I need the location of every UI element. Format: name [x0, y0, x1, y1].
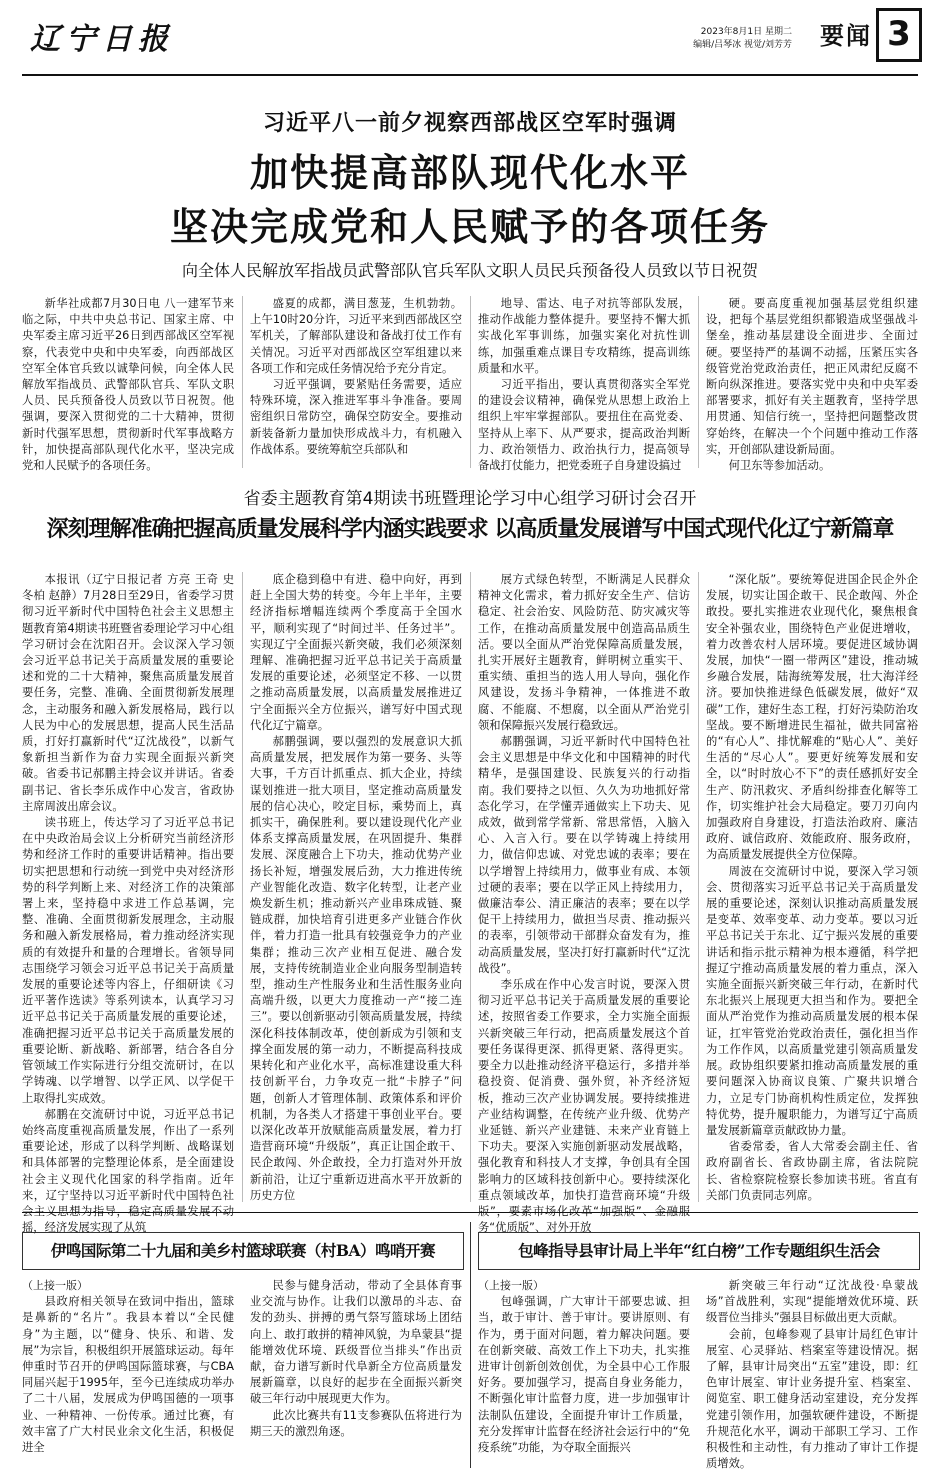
column-divider: [470, 296, 471, 468]
second-paragraph: 郝鹏强调，要以强烈的发展意识大抓高质量发展，把发展作为第一要务、头等大事，千方百计抓重点、抓大企业，持续谋划推进一批大项目，坚定推动高质量发展的信心决心，咬定目标，乘势而上，真抓实干，确保胜利。要以建设现代化产业体系支撑高质量发展，在巩固提升、集群发展、深度融合上下功夫，推动优势产业扬长补短，增强发展后劲，大力推进传统产业智能化改造、数字化转型，让老产业焕发新生机；推动新兴产业串珠成链、聚链成群，加快培育引进更多产业链合作伙伴，着力打造一批具有较强竞争力的产业集群；推动三次产业相互促进、融合发展，支持传统制造业企业向服务型制造转型，推动生产性服务业和生活性服务业向高端升级，以更大力度推动一产“接二连三”。要以创新驱动引领高质量发展，持续深化科技体制改革，使创新成为引领和支撑全面发展的第一动力，不断提高科技成果转化和产业化水平，高标准建设重大科技创新平台，力争攻克一批“卡脖子”问题，创新人才管理体制、政策体系和评价机制，为各类人才搭建干事创业平台。要以深化改革开放赋能高质量发展，着力打造营商环境“升级版”，真正让国企敢干、民企敢闯、外企敢投，全力打造对外开放新前沿，让辽宁重新迈进高水平开放新的历史方位: [250, 735, 462, 1202]
issue-date: 2023年8月1日 星期二: [700, 27, 792, 37]
lead-paragraph: 硬。要高度重视加强基层党组织建设，把每个基层党组织都锻造成坚强战斗堡垒，推动基层建设全面进步、全面过硬。要坚持严的基调不动摇，压紧压实各级管党治党政治责任，把正风肃纪反腐不断向纵深推进。要落实党中央和中央军委部署要求，抓好有关主题教育，坚持学思用贯通、知信行统一，坚持把问题整改贯穿始终，在解决一个个问题中推动工作落实，开创部队建设新局面。: [706, 297, 918, 456]
column-divider: [698, 296, 699, 468]
lead-headline-2: 坚决完成党和人民赋予的各项任务: [169, 205, 770, 249]
bottom-left-column-2: [250, 1278, 462, 1468]
section-title: 要闻: [820, 22, 872, 50]
bottom-left-paragraph: 民参与健身活动，带动了全县体育事业交流与协作。让我们以激昂的斗志、奋发的劲头、拼搏的勇气祭写篮球场上团结向上、敢打敢拼的精神风貌，为阜蒙县“提能增效优环境、跃级晋位当排头”作出贡献，奋力谱写新时代阜新全方位高质量发展新篇章，以良好的起步在全面振兴新突破三年行动中展现更大作为。: [250, 1279, 462, 1406]
bottom-right-paragraph: 会前，包峰参观了县审计局红色审计展室、心灵驿站、档案室等建设情况。据了解，县审计局突出“五室”建设，即：红色审计展室、审计业务提升室、档案室、阅览室、职工健身活动室建设，充分发挥党建引领作用，加强软硬件建设，不断提升规范化水平，调动干部职工学习、工作积极性和主动性，有力推动了审计工作提质增效。: [706, 1327, 918, 1471]
column-divider: [470, 572, 471, 1202]
second-paragraph: 郝鹏在交流研讨中说，习近平总书记始终高度重视高质量发展，作出了一系列重要论述，形成了以科学判断、战略谋划和具体部署的完整理论体系，是全面建设社会主义现代化国家的科学指南。近年来，辽宁坚持以习近平新时代中国特色社会主义思想为指导，稳定高质量发展不动摇，经济发展实现了从筑: [22, 1107, 234, 1235]
lead-paragraph: 地导、雷达、电子对抗等部队发展，推动作战能力整体提升。要坚持不懈大抓实战化军事训练，加强实案化对抗性训练，加强重难点课目专攻精练，提高训练质量和水平。: [478, 297, 690, 375]
lead-subhead: 向全体人民解放军指战员武警部队官兵军队文职人员民兵预备役人员致以节日祝贺: [181, 261, 758, 280]
second-column-2: [250, 572, 462, 1204]
second-column-4: [706, 572, 918, 1204]
lead-column-2: [250, 296, 462, 470]
second-column-3: [478, 572, 690, 1235]
second-headline: 深刻理解准确把握高质量发展科学内涵实践要求 以高质量发展谱写中国式现代化辽宁新篇章: [46, 516, 894, 542]
lead-paragraph: 新华社成都7月30日电 八一建军节来临之际，中共中央总书记、国家主席、中央军委主席习近平26日到西部战区空军视察，代表党中央和中央军委，向西部战区空军全体官兵致以诚挚问候，向全体人民解放军指战员、武警部队官兵、军队文职人员、民兵预备役人员致以节日祝贺。他强调，要深入贯彻党的二十大精神，贯彻新时代强军思想，贯彻新时代军事战略方针，加快提高部队现代化水平，坚决完成党和人民赋予的各项任务。: [22, 297, 234, 473]
issue-date-line: [693, 26, 792, 52]
bottom-left-paragraph: 县政府相关领导在致词中指出，篮球是鼻新的“名片”。我县本着以“全民健身”为主题，以“健身、快乐、和谐、发展”为宗旨，积极组织开展篮球运动。每年伸重时节召开的伊鸣国际篮球赛，与CBA同届兴起于1995年，至今已连续成功举办了二十八届，发展成为伊鸣国德的一项事业、一种精神、一份传承。通过比赛，有效丰富了广大村民业余文化生活，积极促进全: [22, 1295, 234, 1455]
page-number: 3: [876, 8, 922, 62]
continued-from-page-1: （上接一版）: [22, 1279, 88, 1292]
lead-column-1: [22, 296, 234, 473]
lead-paragraph: 习近平指出，要认真贯彻落实全军党的建设会议精神，确保党从思想上政治上组织上牢牢掌握部队。要扭住在高党委、坚持从上率下、从严要求，提高政治判断力、政治领悟力、政治执行力，提高领导备战打仗能力，把党委班子自身建设搞过: [478, 378, 690, 473]
column-divider: [698, 572, 699, 1202]
lead-column-4: [706, 296, 918, 473]
second-paragraph: 读书班上，传达学习了习近平总书记在中央政治局会议上分析研究当前经济形势和经济工作时的重要讲话精神。指出要切实把思想和行动统一到党中央对经济形势的科学判断上来、对经济工作的决策部署上来，坚持稳中求进工作总基调，完整、准确、全面贯彻新发展理念，主动服务和融入新发展格局，着力推动经济实现质的有效提升和量的合理增长。省领导同志围绕学习领会习近平总书记关于高质量发展的重要论述等内容上，仔细研读《习近平著作选读》等系列读本，认真学习习近平总书记关于高质量发展的重要论述，准确把握习近平总书记关于高质量发展的重要论断、新战略、新部署，结合各自分管领域工作实际进行分组交流研讨，在以学铸魂、以学增智、以学正风、以学促干上取得扎实成效。: [22, 816, 234, 1105]
lead-paragraph: 何卫东等参加活动。: [728, 459, 831, 473]
bottom-right-column-2: [706, 1278, 918, 1471]
second-paragraph: 底企稳到稳中有进、稳中向好，再到赶上全国大势的转变。今年上半年，主要经济指标增幅连续两个季度高于全国水平，顺利实现了“时间过半、任务过半”。实现辽宁全面振兴新突破，我们必须深刻理解、准确把握习近平总书记关于高质量发展的重要论述，必须坚定不移、一以贯之推动高质量发展，以高质量发展推进辽宁全面振兴全方位振兴，谱写好中国式现代化辽宁篇章。: [250, 573, 462, 732]
bottom-right-paragraph: 新突破三年行动“辽沈战役·阜蒙战场”首战胜利，实现“提能增效优环境、跃级晋位当排头”强县目标做出更大贡献。: [706, 1279, 918, 1325]
second-paragraph: 周波在交流研讨中说，要深入学习领会、贯彻落实习近平总书记关于高质量发展的重要论述，深刻认识推动高质量发展是变革、效率变革、动力变革。要以习近平总书记关于东北、辽宁振兴发展的重要讲话和指示批示精神为根本遵循，科学把握辽宁推动高质量发展的着力重点，深入实施全面振兴新突破三年行动，在新时代东北振兴上展现更大担当和作为。要把全面从严治党作为推动高质量发展的根本保证，扛牢管党治党政治责任，强化担当作为工作作风，以高质量党建引领高质量发展。政协组织要紧扣推动高质量发展的重要问题深入协商议良策、广聚共识增合力，立足专门协商机构性质定位，发挥独特优势，提升履职能力，为谱写辽宁高质量发展新篇章贡献政协力量。: [706, 864, 918, 1137]
story-divider: [470, 1222, 471, 1468]
second-paragraph: 郝鹏强调，习近平新时代中国特色社会主义思想是中华文化和中国精神的时代精华，是强国建设、民族复兴的行动指南。我们要持之以恒、久久为功地抓好常态化学习，在学懂弄通做实上下功夫、见成效，做到常学常新、常思常悟，入脑入心、入言入行。要在以学铸魂上持续用力，做信仰忠诚、对党忠诚的表率；要在以学增智上持续用力，做事业有成、本领过硬的表率；要在以学正风上持续用力，做廉洁奉公、清正廉洁的表率；要在以学促干上持续用力，做担当尽责、推动振兴的表率，引领带动干部群众奋发有为，推动高质量发展，坚决打好打赢新时代“辽沈战役”。: [478, 735, 690, 975]
bottom-left-column-1: [22, 1278, 234, 1468]
continued-from-page-1: （上接一版）: [478, 1279, 544, 1292]
second-paragraph: 李乐成在作中心发言时说，要深入贯彻习近平总书记关于高质量发展的重要论述，按照省委工作要求，全力实施全面振兴新突破三年行动，把高质量发展这个首要任务谋得更深、抓得更紧、落得更实。要全力以赴推动经济平稳运行，多措并举稳投资、促消费、强外贸，补齐经济短板，推动三次产业协调发展。要持续推进产业结构调整，在传统产业升级、优势产业延链、新兴产业建链、未来产业育链上下功夫。要深入实施创新驱动发展战略，强化教育和科技人才支撑，争创具有全国影响力的区域科技创新中心。要持续深化重点领域改革，加快打造营商环境“升级版”，要素市场化改革“加强版”、金融服务“优质版”、对外开放: [478, 978, 690, 1235]
second-paragraph: 本报讯（辽宁日报记者 方亮 王奇 史冬柏 赵静）7月28日至29日，省委学习贯彻习近平新时代中国特色社会主义思想主题教育第4期读书班暨省委理论学习中心组学习研讨会在沈阳召开。会议深入学习领会习近平总书记关于高质量发展的重要论述和党的二十大精神，聚焦高质量发展首要任务，完整、准确、全面贯彻新发展理念，主动服务和融入新发展格局，践行以人民为中心的发展思想，提高人民生活品质，打好打赢新时代“辽沈战役”，以新气象新担当新作为奋力实现全面振兴新突破。省委书记郝鹏主持会议并讲话。省委副书记、省长李乐成作中心发言，省政协主席周波出席会议。: [22, 573, 234, 813]
masthead-rule: [22, 74, 918, 76]
second-paragraph: 省委常委，省人大常委会副主任、省政府副省长、省政协副主席，省法院院长、省检察院检察长参加读书班。省直有关部门负责同志列席。: [706, 1140, 918, 1202]
lead-paragraph: 习近平强调，要紧贴任务需要，适应特殊环境，深入推进军事斗争准备。要周密组织日常防空，确保空防安全。要推动新装备新力量加快形成战斗力，有机融入作战体系。要统筹航空兵部队和: [250, 378, 462, 456]
masthead: [22, 8, 922, 70]
bottom-right-headline: 包峰指导县审计局上半年“红白榜”工作专题组织生活会: [478, 1232, 920, 1270]
bottom-rule: [22, 1212, 918, 1213]
lead-paragraph: 盛夏的成都，满目葱茏，生机勃勃。上午10时20分许，习近平来到西部战区空军机关，了解部队建设和备战打仗工作有关情况。习近平对西部战区空军组建以来各项工作和完成任务情况给予充分肯定。: [250, 297, 462, 375]
bottom-right-paragraph: 包峰强调，广大审计干部要忠诚、担当，敢于审计、善于审计。要讲原则、有作为，勇于面对问题，着力解决问题。要在创新突破、高效工作上下功夫，扎实推进审计创新创效创优，为全县中心工作服好务。要加强学习，提高自身业务能力，不断强化审计监督力度，进一步加强审计法制队伍建设，全面提升审计工作质量，充分发挥审计监督在经济社会运行中的“免疫系统”功能，为夺取全面振兴: [478, 1295, 690, 1455]
lead-headline-1: 加快提高部队现代化水平: [249, 151, 690, 195]
column-divider: [242, 296, 243, 468]
bottom-left-paragraph: 此次比赛共有11支参赛队伍将进行为期三天的激烈角逐。: [250, 1408, 462, 1438]
second-kicker: 省委主题教育第4期读书班暨理论学习中心组学习研讨会召开: [243, 489, 697, 509]
paper-name-logo: 辽宁日报: [30, 22, 174, 57]
second-column-1: [22, 572, 234, 1235]
second-paragraph: 展方式绿色转型，不断满足人民群众精神文化需求，着力抓好安全生产、信访稳定、社会治安、风险防范、防灾减灾等工作，在推动高质量发展中创造高品质生活。要以全面从严治党保障高质量发展，扎实开展好主题教育，鲜明树立重实干、重实绩、重担当的选人用人导向，强化作风建设，发扬斗争精神，一体推进不敢腐、不能腐、不想腐，以全面从严治党引领和保障振兴发展行稳致远。: [478, 573, 690, 732]
bottom-right-column-1: [478, 1278, 690, 1468]
second-paragraph: “深化版”。要统筹促进国企民企外企发展，切实让国企敢干、民企敢闯、外企敢投。要扎实推进农业现代化，聚焦根食安全补强农业，围绕特色产业促进增收，着力改善农村人居环境。要促进区域协调发展，加快“一圈一带两区”建设，推动城乡融合发展，陆海统筹发展，壮大海洋经济。要加快推进绿色低碳发展，做好“双碳”工作，建好生态工程，打好污染防治攻坚战。要不断增进民生福祉，做共同富裕的“有心人”、排忧解难的“贴心人”、美好生活的“尽心人”。要更好统筹发展和安全，以“时时放心不下”的责任感抓好安全生产、防汛救灾、矛盾纠纷排查化解等工作，切实维护社会大局稳定。要刀刃向内加强政府自身建设，打造法治政府、廉洁政府、诚信政府、效能政府、服务政府，为高质量发展提供全方位保障。: [706, 573, 918, 862]
column-divider: [242, 572, 243, 1202]
editor-credits: 编辑/吕琴冰 视觉/刘芳芳: [693, 40, 792, 50]
bottom-left-headline: 伊鸣国际第二十九届和美乡村篮球联赛（村BA）鸣哨开赛: [22, 1232, 464, 1270]
lead-kicker: 习近平八一前夕视察西部战区空军时强调: [262, 111, 677, 136]
lead-column-3: [478, 296, 690, 473]
